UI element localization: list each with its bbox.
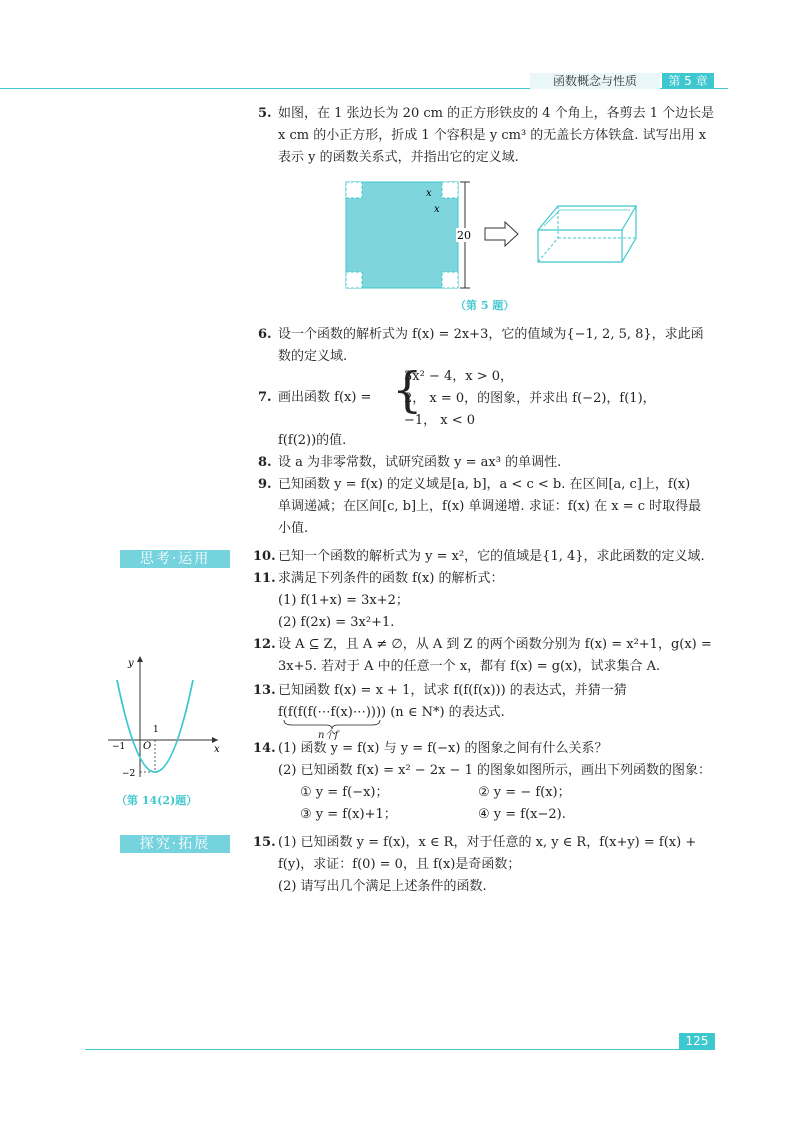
problem-13-number: 13.	[253, 683, 276, 698]
header-title: 函数概念与性质	[530, 73, 660, 89]
problem-12-number: 12.	[253, 637, 276, 652]
underbrace-label: n个f	[318, 730, 339, 741]
p14-option-2: ② y = − f(x)；	[478, 785, 571, 800]
p12-line: 3x+5. 若对于 A 中的任意一个 x，都有 f(x) = g(x)，试求集合 A.	[278, 659, 661, 674]
p14-option-1: ① y = f(−x)；	[300, 785, 389, 800]
label-20: 20	[457, 229, 471, 242]
y-axis-arrow-icon	[137, 656, 143, 662]
problem-7-prefix: 画出函数 f(x) =	[278, 390, 372, 405]
tick-neg2: −2	[122, 769, 136, 779]
box-front	[538, 230, 622, 262]
origin-label: O	[143, 741, 152, 752]
p5-line: x cm 的小正方形，折成 1 个容积是 y cm³ 的无盖长方体铁盒. 试写出用 x	[278, 128, 707, 143]
page-number: 125	[679, 1033, 715, 1049]
x-label: x	[214, 744, 220, 755]
figure-5-caption: （第 5 题）	[455, 299, 515, 312]
corner-cut-br	[442, 272, 458, 288]
graph-14	[100, 652, 230, 782]
piecewise-cases	[404, 366, 656, 432]
p9-line: 小值.	[278, 521, 309, 536]
label-x-1: x	[426, 188, 432, 199]
p14-part-a: (1) 函数 y = f(x) 与 y = f(−x) 的图象之间有什么关系？	[278, 741, 608, 756]
p15-line-1: (1) 已知函数 y = f(x)，x ∈ R，对于任意的 x, y ∈ R，f(x+y) = f(x) +	[278, 835, 697, 850]
footer-rule	[85, 1049, 715, 1050]
problem-15-number: 15.	[253, 835, 276, 850]
problem-14-number: 14.	[253, 741, 276, 756]
p12-line: 设 A ⊆ Z，且 A ≠ ∅，从 A 到 Z 的两个函数分别为 f(x) = x²+1，g(x) =	[278, 637, 712, 652]
p5-line: 如图，在 1 张边长为 20 cm 的正方形铁皮的 4 个角上，各剪去 1 个边长是	[278, 106, 715, 121]
arrow-icon	[485, 222, 518, 246]
figure-5	[340, 176, 640, 296]
p6-line: 设一个函数的解析式为 f(x) = 2x+3，它的值域为{−1, 2, 5, 8}，求此函	[278, 327, 704, 342]
p15-line-2: f(y)，求证：f(0) = 0，且 f(x)是奇函数；	[278, 857, 521, 872]
box-right	[622, 206, 636, 262]
y-label: y	[128, 658, 134, 669]
problem-12-text	[278, 634, 720, 678]
problem-15-text	[278, 832, 720, 898]
box-hidden-edges	[538, 206, 636, 262]
p11-part-a: (1) f(1+x) = 3x+2；	[278, 593, 409, 608]
corner-cut-bl	[346, 272, 362, 288]
case-1: 3x² − 4，x > 0，	[404, 369, 514, 384]
piecewise-brace: {	[392, 362, 423, 418]
problem-6-text	[278, 324, 720, 368]
p5-line: 表示 y 的函数关系式，并指出它的定义域.	[278, 150, 519, 165]
problem-9-number: 9.	[258, 477, 272, 492]
p6-line: 数的定义域.	[278, 349, 348, 364]
p9-line: 单调递减；在区间[c, b]上，f(x) 单调递增. 求证：f(x) 在 x = c 时取得最	[278, 499, 702, 514]
problem-10-text: 已知一个函数的解析式为 y = x²，它的值域是{1, 4}，求此函数的定义域.	[278, 549, 705, 564]
section-tag-explore: 探究·拓展	[120, 835, 230, 853]
case-2: 2， x = 0，的图象，并求出 f(−2)，f(1)，	[404, 391, 656, 406]
tick-1: 1	[153, 725, 159, 735]
problem-6-number: 6.	[258, 327, 272, 342]
section-tag-think: 思考·运用	[120, 550, 230, 568]
problem-8-text: 设 a 为非零常数，试研究函数 y = ax³ 的单调性.	[278, 455, 562, 470]
p11-part-b: (2) f(2x) = 3x²+1.	[278, 615, 395, 630]
p14-option-4: ④ y = f(x−2).	[478, 807, 566, 822]
p11-line: 求满足下列条件的函数 f(x) 的解析式：	[278, 571, 504, 586]
sheet-square	[346, 182, 458, 288]
label-x-2: x	[434, 204, 440, 215]
problem-8-number: 8.	[258, 455, 272, 470]
case-3: −1， x < 0	[404, 413, 476, 428]
p13-line-2: f(f(f(f(⋯f(x)⋯)))) (n ∈ N*) 的表达式.	[278, 705, 505, 720]
problem-14-text	[278, 738, 720, 782]
corner-cut-tr	[442, 182, 458, 198]
p13-line-1: 已知函数 f(x) = x + 1，试求 f(f(f(x))) 的表达式，并猜一猜	[278, 683, 627, 698]
problem-5-number: 5.	[258, 106, 272, 121]
p15-part-b: (2) 请写出几个满足上述条件的函数.	[278, 879, 487, 894]
p14-option-3: ③ y = f(x)+1；	[300, 807, 397, 822]
problem-9-text	[278, 474, 720, 540]
problem-11-number: 11.	[253, 571, 276, 586]
p9-line: 已知函数 y = f(x) 的定义域是[a, b]，a < c < b. 在区间[a, c]上，f(x)	[278, 477, 691, 492]
problem-7-number: 7.	[258, 390, 272, 405]
problem-5-text	[278, 103, 720, 169]
problem-10-number: 10.	[253, 549, 276, 564]
problem-7-tail: f(f(2))的值.	[278, 433, 347, 448]
graph-14-caption: （第 14(2)题）	[116, 794, 198, 807]
problem-11-text	[278, 568, 720, 634]
header-chapter: 第 5 章	[662, 73, 714, 89]
tick-neg1: −1	[112, 742, 126, 752]
corner-cut-tl	[346, 182, 362, 198]
p14-part-b: (2) 已知函数 f(x) = x² − 2x − 1 的图象如图所示，画出下列函数的图象：	[278, 763, 711, 778]
x-axis-arrow-icon	[212, 737, 218, 743]
box-inner-rim	[544, 210, 630, 226]
